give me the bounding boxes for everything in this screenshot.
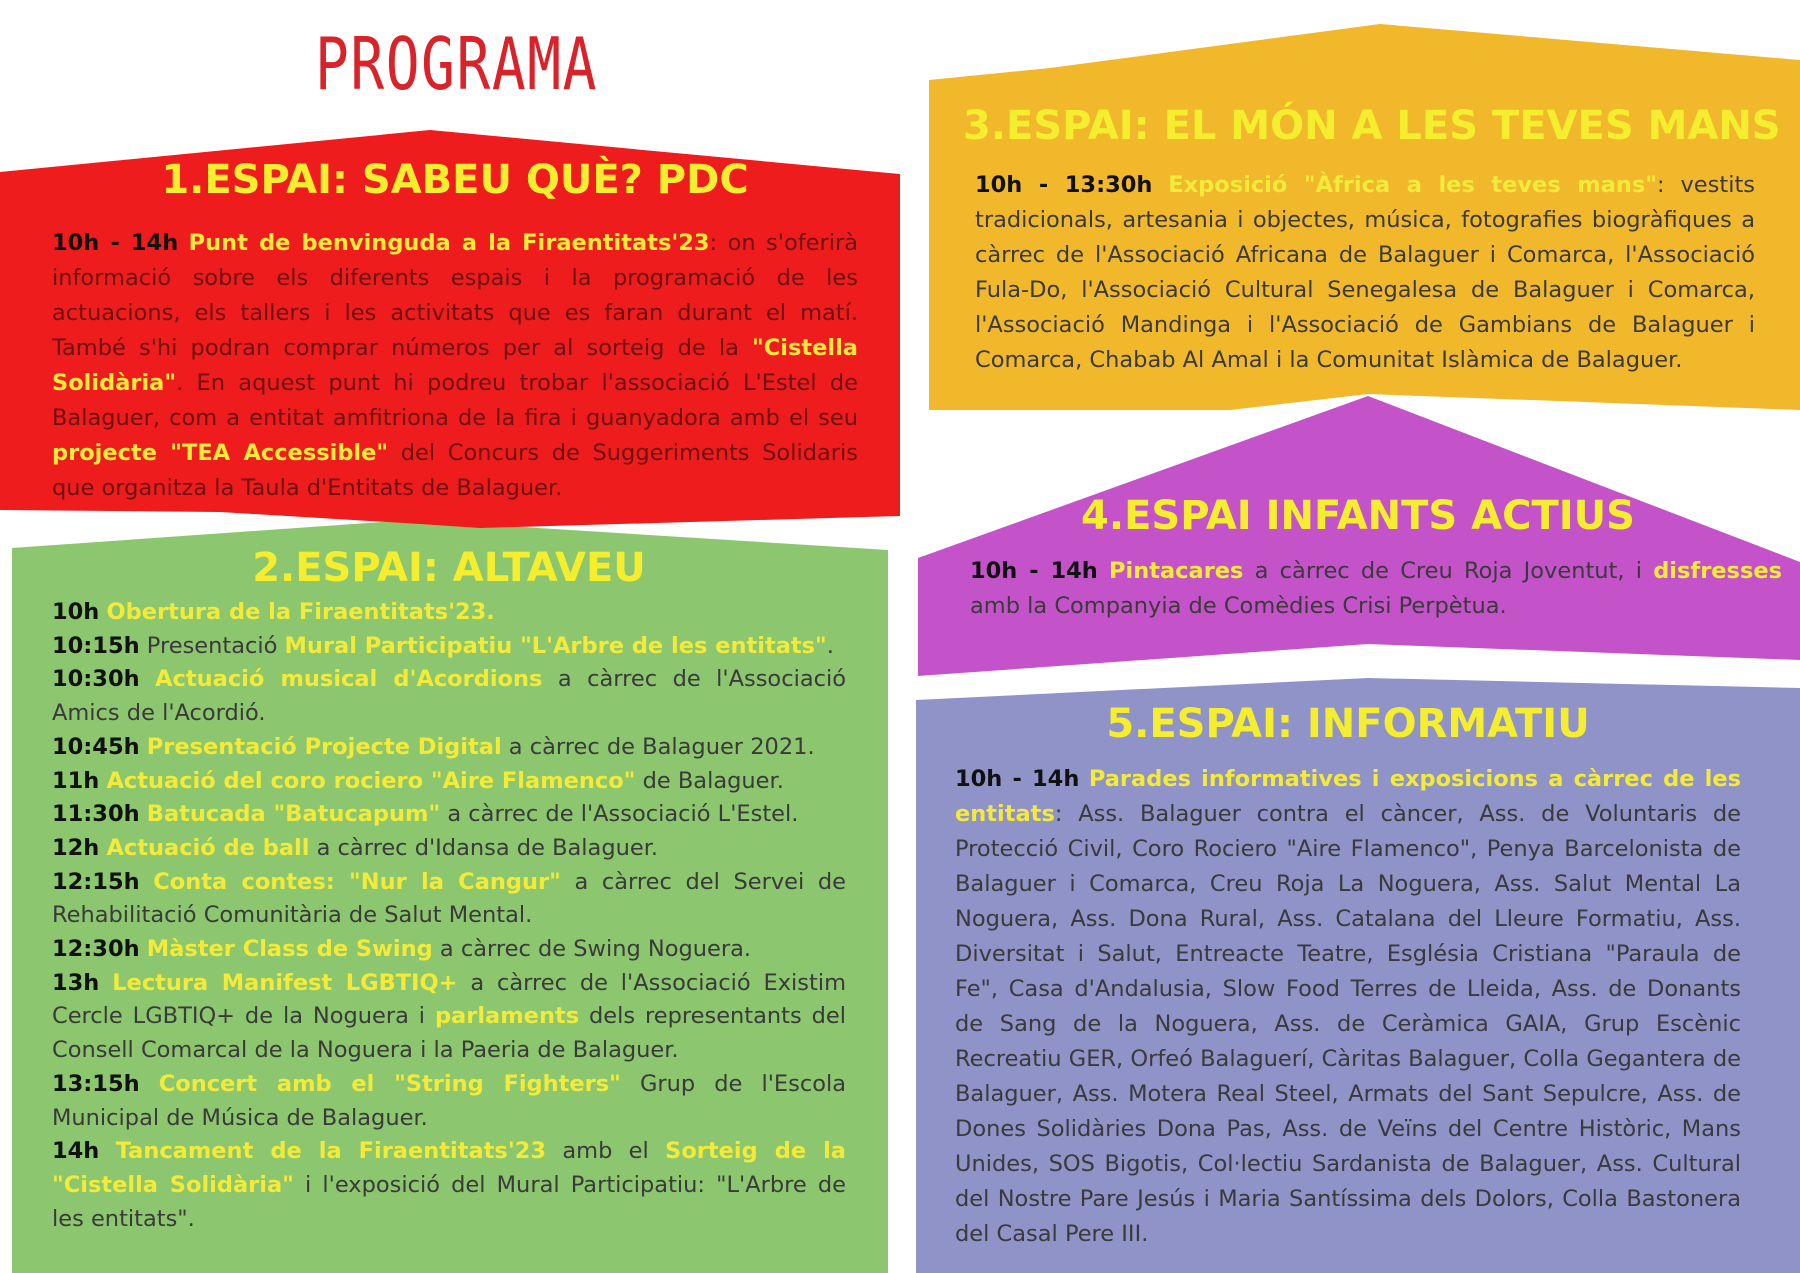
schedule-text: a càrrec de Swing Noguera.	[432, 936, 752, 963]
section-4-highlight-1: Pintacares	[1109, 558, 1244, 584]
schedule-highlight: Tancament de la Firaentitats'23	[115, 1138, 547, 1165]
section-5	[955, 696, 1741, 1252]
section-5-highlight: Parades informatives i exposicions a càrrec de les entitats	[955, 766, 1741, 827]
schedule-highlight: Concert amb el "String Fighters"	[158, 1070, 621, 1097]
schedule-item	[52, 596, 846, 630]
schedule-item	[52, 967, 846, 1068]
schedule-time: 10h	[52, 599, 100, 625]
section-5-title: 5.ESPAI: INFORMATIU	[1106, 701, 1590, 747]
section-4-title: 4.ESPAI INFANTS ACTIUS	[1081, 493, 1635, 539]
section-1-text-2: . En aquest punt hi podreu trobar l'associació L'Estel de Balaguer, com a entitat amfitriona de la fira i guanyadora amb el seu	[52, 370, 858, 431]
schedule-highlight: Sorteig de la "Cistella Solidària"	[52, 1138, 846, 1198]
section-5-time: 10h - 14h	[955, 766, 1080, 792]
schedule-time: 10:15h	[52, 632, 140, 659]
schedule-highlight: parlaments	[434, 1003, 580, 1030]
schedule-time: 11h	[52, 767, 100, 794]
section-4-mid: a càrrec de Creu Roja Joventut, i	[1243, 558, 1654, 584]
schedule-time: 12:15h	[52, 868, 140, 895]
schedule-item	[52, 1068, 846, 1135]
schedule-highlight: Actuació del coro rociero "Aire Flamenco"	[106, 767, 636, 794]
schedule-time: 13h	[52, 969, 100, 996]
section-5-rest: : Ass. Balaguer contra el càncer, Ass. de Voluntaris de Protecció Civil, Coro Rociero "Aire Flamenco", Penya Barcelonista de Balaguer i Comarca, Creu Roja La Noguera, Ass. Salut Mental La Noguera, Ass. Dona Rural, Ass. Catalana del Lleure Formatiu, Ass. Diversitat i Salut, Entreacte Teatre, Església Cristiana "Paraula de Fe", Casa d'Andalusia, Slow Food Terres de Lleida, Ass. de Donants de Sang de la Noguera, Ass. de Ceràmica GAIA, Grup Escènic Recreatiu GER, Orfeó Balaguerí, Càritas Balaguer, Colla Gegantera de Balaguer, Ass. Motera Real Steel, Armats del Sant Sepulcre, Ass. de Dones Solidàries Dona Pas, Ass. de Veïns del Centre Històric, Mans Unides, SOS Bigotis, Col·lectiu Sardanista de Balaguer, Ass. Cultural del Nostre Pare Jesús i Maria Santíssima dels Dolors, Colla Bastonera del Casal Pere III.	[955, 801, 1741, 1247]
schedule-text: .	[826, 632, 834, 659]
schedule-highlight: Obertura de la Firaentitats'23.	[106, 599, 495, 625]
section-1-highlight-1: Punt de benvinguda a la Firaentitats'23	[188, 230, 710, 256]
schedule-text: a càrrec de l'Associació L'Estel.	[440, 801, 799, 828]
schedule-highlight: Lectura Manifest LGBTIQ+	[112, 969, 458, 996]
schedule-text: a càrrec de Balaguer 2021.	[501, 733, 815, 760]
section-4	[970, 488, 1782, 624]
schedule-highlight: Mural Participatiu "L'Arbre de les entitats"	[284, 632, 827, 659]
schedule-time: 14h	[52, 1138, 100, 1165]
section-3	[963, 98, 1781, 378]
page-title: PROGRAMA	[315, 22, 598, 106]
schedule-time: 12:30h	[52, 936, 140, 963]
schedule-text: a càrrec d'Idansa de Balaguer.	[309, 834, 659, 861]
section-4-rest: amb la Companyia de Comèdies Crisi Perpètua.	[970, 593, 1507, 619]
section-4-text	[970, 554, 1782, 624]
section-2-schedule	[52, 596, 846, 1236]
section-3-highlight: Exposició "Àfrica a les teves mans"	[1168, 172, 1658, 198]
schedule-time: 12h	[52, 834, 100, 861]
section-2-title: 2.ESPAI: ALTAVEU	[252, 545, 646, 591]
schedule-highlight: Actuació de ball	[106, 834, 310, 861]
schedule-time: 11:30h	[52, 801, 140, 828]
schedule-item	[52, 933, 846, 967]
schedule-text: Presentació	[139, 632, 285, 659]
schedule-text: de Balaguer.	[635, 767, 784, 794]
schedule-item	[52, 866, 846, 933]
section-1	[52, 152, 858, 506]
section-1-title: 1.ESPAI: SABEU QUÈ? PDC	[161, 157, 749, 203]
schedule-highlight: Actuació musical d'Acordions	[155, 666, 543, 693]
schedule-text: amb el	[546, 1138, 666, 1165]
schedule-item	[52, 832, 846, 866]
section-2	[52, 540, 846, 1236]
schedule-text: Grup de l'Escola Municipal de Música de Balaguer.	[52, 1070, 847, 1131]
section-5-text	[955, 762, 1741, 1252]
schedule-highlight: Màster Class de Swing	[146, 936, 433, 963]
section-1-text-3: del Concurs de Suggeriments Solidaris que organitza la Taula d'Entitats de Balaguer.	[52, 440, 858, 501]
schedule-text: i l'exposició del Mural Participatiu: "L'Arbre de les entitats".	[52, 1171, 846, 1232]
schedule-highlight: Batucada "Batucapum"	[146, 801, 441, 828]
schedule-item	[52, 798, 846, 832]
schedule-highlight: Conta contes: "Nur la Cangur"	[153, 868, 561, 895]
schedule-item	[52, 1135, 846, 1236]
section-4-highlight-2: disfresses	[1653, 558, 1782, 584]
schedule-time: 10:45h	[52, 733, 140, 760]
section-1-time: 10h - 14h	[52, 230, 179, 256]
section-1-highlight-2: "Cistella Solidària"	[52, 335, 858, 396]
schedule-item	[52, 663, 846, 730]
schedule-highlight: Presentació Projecte Digital	[146, 733, 502, 760]
schedule-time: 13:15h	[52, 1070, 140, 1097]
schedule-text: a càrrec de l'Associació Existim Cercle LGBTIQ+ de la Noguera i	[52, 969, 846, 1030]
schedule-text: a càrrec del Servei de Rehabilitació Comunitària de Salut Mental.	[52, 868, 846, 929]
schedule-item	[52, 731, 846, 765]
schedule-item	[52, 765, 846, 799]
schedule-time: 10:30h	[52, 666, 140, 693]
section-4-time: 10h - 14h	[970, 558, 1098, 584]
section-1-text	[52, 226, 858, 506]
schedule-item	[52, 630, 846, 664]
section-1-highlight-3: projecte "TEA Accessible"	[52, 440, 389, 466]
section-3-title: 3.ESPAI: EL MÓN A LES TEVES MANS	[963, 103, 1781, 149]
section-1-text-1: : on s'oferirà informació sobre els diferents espais i la programació de les actuacions, els tallers i les activitats que es faran durant el matí. També s'hi podran comprar números per al sorteig de la	[52, 230, 859, 361]
section-3-time: 10h - 13:30h	[975, 172, 1153, 198]
schedule-text: dels representants del Consell Comarcal de la Noguera i la Paeria de Balaguer.	[52, 1003, 846, 1064]
schedule-text: a càrrec de l'Associació Amics de l'Acordió.	[52, 666, 846, 727]
section-3-rest: : vestits tradicionals, artesania i objectes, música, fotografies biogràfiques a càrrec de l'Associació Africana de Balaguer i Comarca, l'Associació Fula-Do, l'Associació Cultural Senegalesa de Balaguer i Comarca, l'Associació Mandinga i l'Associació de Gambians de Balaguer i Comarca, Chabab Al Amal i la Comunitat Islàmica de Balaguer.	[975, 172, 1755, 373]
section-3-text	[975, 168, 1755, 378]
